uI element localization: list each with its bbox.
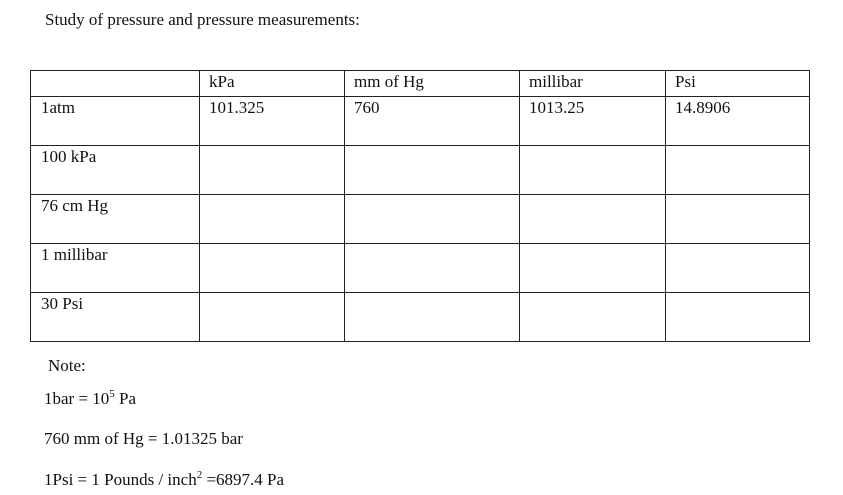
table-cell[interactable] [520,146,666,195]
table-row [31,97,810,146]
table-cell[interactable] [666,195,810,244]
header-cell-empty [31,71,200,97]
header-cell-millibar: millibar [520,71,666,97]
table-cell[interactable]: 760 [345,97,520,146]
table-cell[interactable] [200,244,345,293]
table-cell[interactable] [520,244,666,293]
table-cell[interactable] [666,293,810,342]
table-cell[interactable]: 101.325 [200,97,345,146]
note-superscript: 2 [196,469,203,481]
table-cell[interactable] [200,146,345,195]
note-text: Pa [114,389,137,408]
table-cell[interactable] [666,146,810,195]
table-row [31,146,810,195]
table-cell[interactable] [345,244,520,293]
note-text: 1bar = 10 [44,389,110,408]
row-label: 1atm [31,97,200,146]
note-text: =6897.4 Pa [202,470,285,489]
header-cell-psi: Psi [666,71,810,97]
header-cell-kpa: kPa [200,71,345,97]
table-cell[interactable]: 1013.25 [520,97,666,146]
note-bar-pascal [44,389,136,411]
table-row [31,244,810,293]
document-title: Study of pressure and pressure measurements: [45,10,360,29]
row-label: 76 cm Hg [31,195,200,244]
pressure-conversion-table [30,70,810,342]
table-cell[interactable] [666,244,810,293]
table-row [31,195,810,244]
table-row [31,293,810,342]
table-cell[interactable] [345,146,520,195]
table-cell[interactable] [200,293,345,342]
note-label: Note: [48,356,86,375]
note-mmhg-bar [44,429,243,449]
table-cell[interactable] [200,195,345,244]
table-cell[interactable] [345,195,520,244]
table-header-row [31,71,810,97]
table-cell[interactable] [520,195,666,244]
note-psi-pascal [44,470,284,492]
table-cell[interactable] [345,293,520,342]
note-text: 1Psi = 1 Pounds / inch [44,470,197,489]
row-label: 30 Psi [31,293,200,342]
note-text: 760 mm of Hg = 1.01325 bar [44,429,243,448]
row-label: 1 millibar [31,244,200,293]
table-cell[interactable]: 14.8906 [666,97,810,146]
row-label: 100 kPa [31,146,200,195]
header-cell-mm-hg: mm of Hg [345,71,520,97]
table-cell[interactable] [520,293,666,342]
note-superscript: 5 [109,388,115,400]
